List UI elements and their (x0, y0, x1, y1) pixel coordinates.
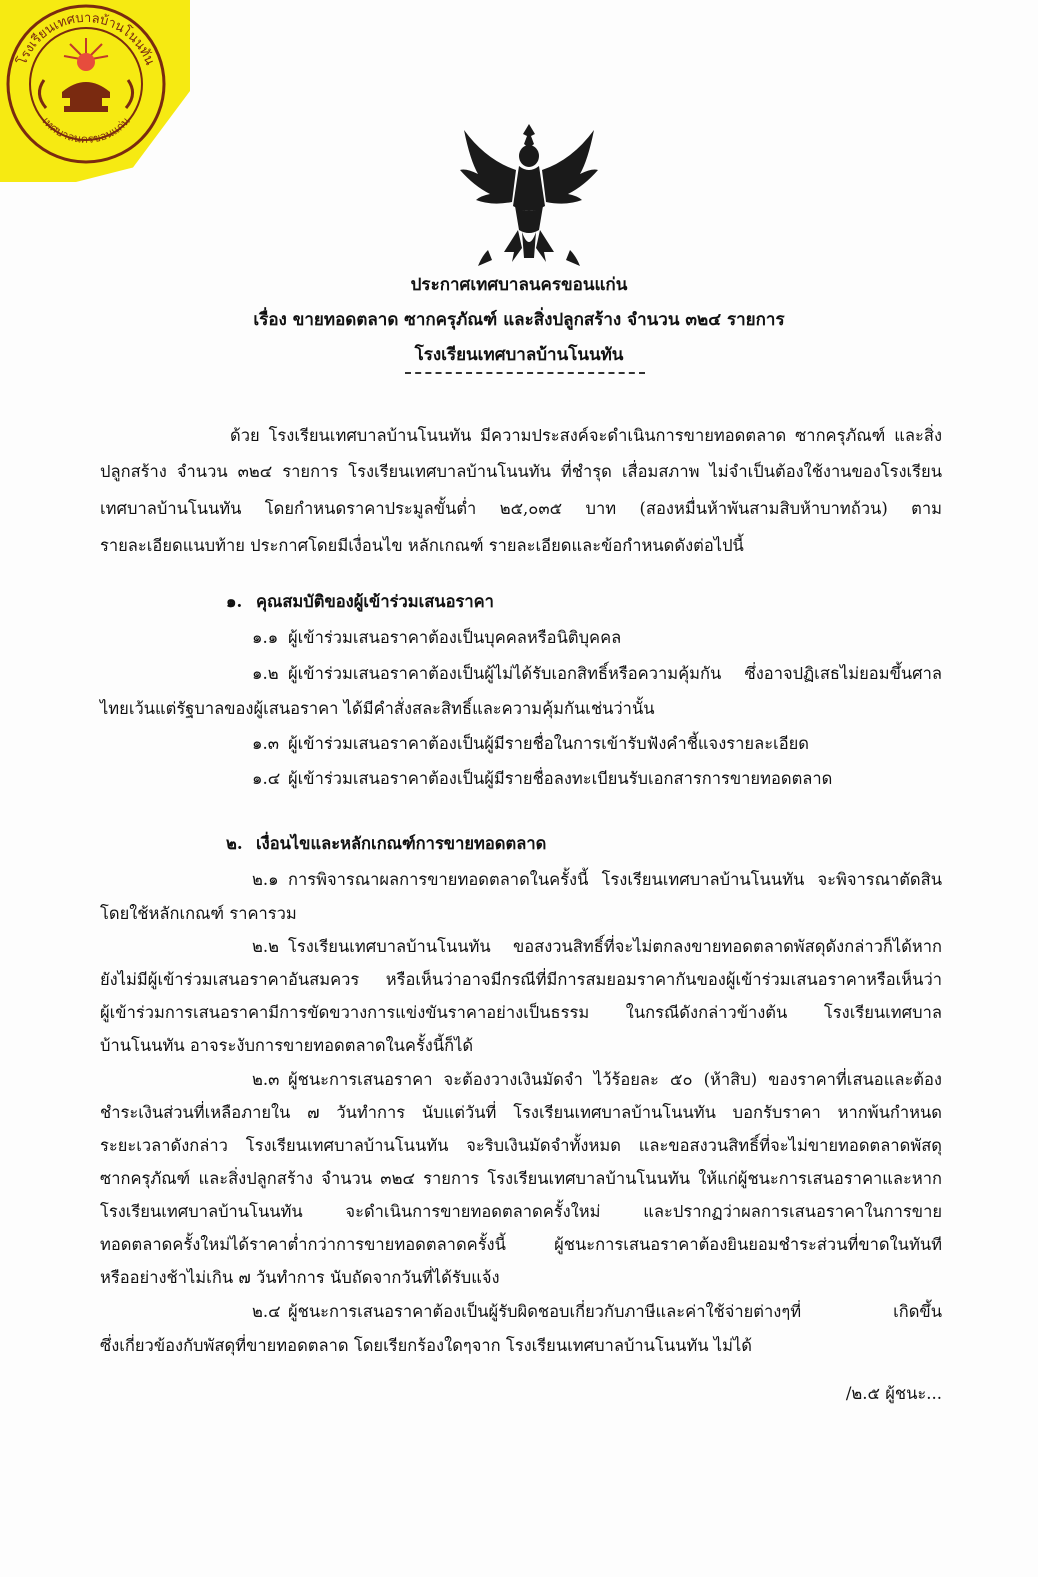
announcement-title: ประกาศเทศบาลนครขอนแก่น (410, 275, 628, 295)
intro-line: รายละเอียดแนบท้าย ประกาศโดยมีเงื่อนไข หลักเกณฑ์ รายละเอียดและข้อกำหนดดังต่อไปนี้ (100, 536, 744, 555)
item-text-continued: ไทยเว้นแต่รัฐบาลของผู้เสนอราคา ได้มีคำสั่งสละสิทธิ์และความคุ้มกันเช่นว่านั้น (100, 699, 655, 718)
item-text: ผู้ชนะการเสนอราคาต้องเป็นผู้รับผิดชอบเกี่ยวกับภาษีและค่าใช้จ่ายต่างๆที่ เกิดขึ้น (288, 1302, 942, 1321)
section-number: ๒. (226, 834, 243, 853)
item-text-continued: ทอดตลาดครั้งใหม่ได้ราคาต่ำกว่าการขายทอดตลาดครั้งนี้ ผู้ชนะการเสนอราคาต้องยินยอมชำระส่วนที่ขาดในทันที (100, 1235, 942, 1254)
header-divider (405, 372, 645, 374)
item-text-continued: ซึ่งเกี่ยวข้องกับพัสดุที่ขายทอดตลาด โดยเรียกร้องใดๆจาก โรงเรียนเทศบาลบ้านโนนทัน ไม่ได้ (100, 1336, 752, 1355)
item-text-continued: ผู้เข้าร่วมการเสนอราคามีการขัดขวางการแข่งขันราคาอย่างเป็นธรรม ในกรณีดังกล่าวข้างต้น โรงเรียนเทศบาล (100, 1003, 942, 1022)
item-text-continued: โดยใช้หลักเกณฑ์ ราคารวม (100, 904, 297, 923)
item-number: ๑.๔ (252, 769, 281, 788)
item-text: ผู้เข้าร่วมเสนอราคาต้องเป็นบุคคลหรือนิติบุคคล (288, 628, 622, 647)
section-1-heading (226, 590, 494, 614)
section-item (252, 626, 621, 650)
item-text-continued: โรงเรียนเทศบาลบ้านโนนทัน จะดำเนินการขายทอดตลาดครั้งใหม่ และปรากฏว่าผลการเสนอราคาในการขาย (100, 1202, 942, 1221)
item-text: โรงเรียนเทศบาลบ้านโนนทัน ขอสงวนสิทธิ์ที่จะไม่ตกลงขายทอดตลาดพัสดุดังกล่าวก็ได้หาก (288, 937, 942, 956)
section-number: ๑. (226, 592, 243, 611)
item-number: ๒.๔ (252, 1302, 281, 1321)
item-number: ๑.๑ (252, 628, 279, 647)
item-text-continued: ยังไม่มีผู้เข้าร่วมเสนอราคาอันสมควร หรือเห็นว่าอาจมีกรณีที่มีการสมยอมราคากันของผู้เข้าร่วมเสนอราคาหรือเห็นว่า (100, 970, 942, 989)
seal-text-bottom: เทศบาลนครขอนแก่น (39, 114, 133, 146)
garuda-emblem-icon (458, 120, 600, 270)
announcement-subject: เรื่อง ขายทอดตลาด ซากครุภัณฑ์ และสิ่งปลูกสร้าง จำนวน ๓๒๔ รายการ (253, 310, 785, 330)
item-text-continued: บ้านโนนทัน อาจระงับการขายทอดตลาดในครั้งนี้ก็ได้ (100, 1036, 474, 1055)
section-item (252, 868, 942, 892)
item-text-continued: ระยะเวลาดังกล่าว โรงเรียนเทศบาลบ้านโนนทัน จะริบเงินมัดจำทั้งหมด และขอสงวนสิทธิ์ที่จะไม่ขายทอดตลาดพัสดุ (100, 1136, 942, 1155)
item-number: ๑.๒ (252, 664, 279, 683)
school-seal-icon (0, 0, 172, 165)
item-text-continued: ซากครุภัณฑ์ และสิ่งปลูกสร้าง จำนวน ๓๒๔ รายการ โรงเรียนเทศบาลบ้านโนนทัน ให้แก่ผู้ชนะการเสนอราคาและหาก (100, 1169, 942, 1188)
seal-text-top: โรงเรียนเทศบาลบ้านโนนทัน (14, 10, 158, 68)
item-number: ๑.๓ (252, 734, 279, 753)
section-item (252, 767, 832, 791)
item-text: ผู้ชนะการเสนอราคา จะต้องวางเงินมัดจำ ไว้ร้อยละ ๕๐ (ห้าสิบ) ของราคาที่เสนอและต้อง (288, 1070, 942, 1089)
item-number: ๒.๑ (252, 870, 279, 889)
section-item (252, 935, 942, 959)
item-text-continued: ชำระเงินส่วนที่เหลือภายใน ๗ วันทำการ นับแต่วันที่ โรงเรียนเทศบาลบ้านโนนทัน บอกรับราคา หากพ้นกำหนด (100, 1103, 942, 1122)
item-number: ๒.๓ (252, 1070, 280, 1089)
section-item (252, 732, 809, 756)
page-continuation: /๒.๕ ผู้ชนะ... (845, 1384, 942, 1403)
intro-line: ด้วย โรงเรียนเทศบาลบ้านโนนทัน มีความประสงค์จะดำเนินการขายทอดตลาด ซากครุภัณฑ์ และสิ่ง (230, 426, 942, 445)
item-text: ผู้เข้าร่วมเสนอราคาต้องเป็นผู้ไม่ได้รับเอกสิทธิ์หรือความคุ้มกัน ซึ่งอาจปฏิเสธไม่ยอมขึ้นศาล (288, 664, 942, 683)
intro-line: เทศบาลบ้านโนนทัน โดยกำหนดราคาประมูลขั้นต่ำ ๒๕,๐๓๕ บาท (สองหมื่นห้าพันสามสิบห้าบาทถ้วน) ตาม (100, 499, 942, 518)
section-title: เงื่อนไขและหลักเกณฑ์การขายทอดตลาด (256, 834, 547, 853)
item-text: ผู้เข้าร่วมเสนอราคาต้องเป็นผู้มีรายชื่อลงทะเบียนรับเอกสารการขายทอดตลาด (288, 769, 833, 788)
section-item (252, 1300, 942, 1324)
section-item (252, 1068, 942, 1092)
intro-line: ปลูกสร้าง จำนวน ๓๒๔ รายการ โรงเรียนเทศบาลบ้านโนนทัน ที่ชำรุด เสื่อมสภาพ ไม่จำเป็นต้องใช้งานของโรงเรียน (100, 462, 942, 481)
item-text: ผู้เข้าร่วมเสนอราคาต้องเป็นผู้มีรายชื่อในการเข้ารับฟังคำชี้แจงรายละเอียด (288, 734, 809, 753)
item-number: ๒.๒ (252, 937, 279, 956)
svg-text:เทศบาลนครขอนแก่น (39, 114, 132, 146)
item-text-continued: หรืออย่างช้าไม่เกิน ๗ วันทำการ นับถัดจากวันที่ได้รับแจ้ง (100, 1268, 500, 1287)
section-item (252, 662, 942, 686)
item-text: การพิจารณาผลการขายทอดตลาดในครั้งนี้ โรงเรียนเทศบาลบ้านโนนทัน จะพิจารณาตัดสิน (288, 870, 942, 889)
section-2-heading (226, 832, 546, 856)
announcement-school: โรงเรียนเทศบาลบ้านโนนทัน (414, 345, 624, 365)
section-title: คุณสมบัติของผู้เข้าร่วมเสนอราคา (256, 592, 494, 611)
